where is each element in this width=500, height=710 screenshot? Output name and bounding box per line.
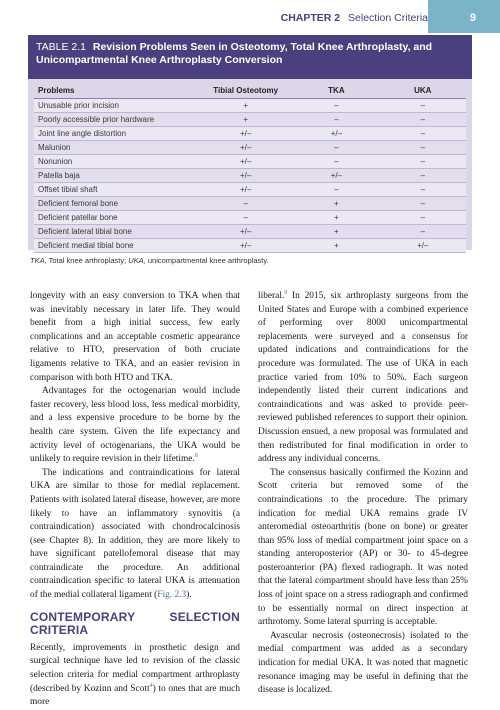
value-cell: –	[380, 225, 466, 239]
problem-cell: Deficient lateral tibial bone	[34, 225, 198, 239]
footnote-text: Total knee arthroplasty;	[46, 256, 129, 265]
table-row	[34, 113, 466, 127]
problem-cell: Malunion	[34, 141, 198, 155]
value-cell: –	[380, 141, 466, 155]
chapter-label: CHAPTER 2	[280, 12, 341, 24]
table-row	[34, 225, 466, 239]
value-cell: –	[198, 211, 293, 225]
reference-link[interactable]: 4	[149, 682, 153, 689]
paragraph: The consensus basically confirmed the Kozinn and Scott criteria but removed some of the contraindications to the procedure. The primary indication for medial UKA remains grade IV anteromedial osteoarthritis (bone on bone) or greater than 95% loss of medial compartment joint space on a standing anteroposterior (AP) or 30- to 45-degree posteroanterior (PA) flexed radiograph. It was noted that the lateral compartment should have less than 25% loss of joint space on a stress radiograph and confirmed to be essentially normal on direct inspection at arthrotomy. Some lateral spurring is acceptable.	[258, 467, 468, 628]
value-cell: –	[380, 183, 466, 197]
table-header-row	[34, 83, 466, 99]
value-cell: +	[198, 99, 293, 113]
footnote-abbr: TKA,	[30, 256, 47, 265]
running-head	[281, 12, 428, 24]
footnote-text: unicompartmental knee arthroplasty.	[145, 256, 269, 265]
value-cell: –	[380, 99, 466, 113]
table-row	[34, 141, 466, 155]
section-heading: CONTEMPORARY SELECTION CRITERIA	[30, 609, 240, 638]
value-cell: –	[293, 141, 379, 155]
footnote-abbr: UKA,	[128, 256, 146, 265]
page-header	[0, 0, 500, 30]
paragraph-text: The indications and contraindications for lateral UKA are similar to those for medial replacement. Patients with isolated lateral disease, however, are more likely to have an inflammatory synovitis (a contraindication) associated with chondrocalcinosis (see Chapter 8). In addition, they are more likely to have significant patellofemoral disease that may contraindicate the procedure. An additional contraindication specific to lateral UKA is attenuation of the medial collateral ligament (	[30, 467, 240, 601]
value-cell: –	[380, 169, 466, 183]
problem-cell: Patella baja	[34, 169, 198, 183]
value-cell: –	[380, 113, 466, 127]
value-cell: +/–	[198, 239, 293, 253]
reference-link[interactable]: 9	[284, 289, 288, 296]
table-row	[34, 127, 466, 141]
column-header: TKA	[293, 83, 379, 99]
paragraph	[258, 290, 468, 467]
left-text-column	[30, 290, 240, 710]
column-header: UKA	[380, 83, 466, 99]
value-cell: +	[293, 197, 379, 211]
page-tab	[428, 0, 500, 33]
value-cell: +/–	[198, 225, 293, 239]
value-cell: +/–	[198, 127, 293, 141]
table-row	[34, 211, 466, 225]
value-cell: –	[293, 155, 379, 169]
table-caption: Revision Problems Seen in Osteotomy, Total Knee Arthroplasty, and Unicompartmental Knee Arthroplasty Conversion	[36, 41, 433, 66]
value-cell: –	[293, 113, 379, 127]
problem-cell: Unusable prior incision	[34, 99, 198, 113]
value-cell: +/–	[380, 239, 466, 253]
table-row	[34, 155, 466, 169]
value-cell: +/–	[198, 141, 293, 155]
table-row	[34, 169, 466, 183]
value-cell: +	[198, 113, 293, 127]
table-body	[34, 99, 466, 253]
table-title	[36, 41, 466, 67]
value-cell: –	[380, 211, 466, 225]
value-cell: –	[293, 99, 379, 113]
problem-cell: Nonunion	[34, 155, 198, 169]
value-cell: –	[198, 197, 293, 211]
paragraph-text: Advantages for the octogenarian would include faster recovery, less blood loss, less medical morbidity, and a less expensive procedure to be borne by the health care system. Given the life expectancy and activity level of octogenarians, the UKA would be unlikely to require revision in their lifetime.	[30, 386, 240, 465]
value-cell: +/–	[198, 155, 293, 169]
column-header: Problems	[34, 83, 198, 99]
value-cell: +/–	[198, 169, 293, 183]
value-cell: +	[293, 211, 379, 225]
value-cell: +	[293, 225, 379, 239]
paragraph-text: liberal.	[258, 291, 285, 301]
page-number: 9	[469, 12, 476, 24]
table-row	[34, 183, 466, 197]
paragraph-text: Recently, improvements in prosthetic design and surgical technique have led to revision of the classic selection criteria for medial compartment arthroplasty (described by Kozinn and Scott	[30, 642, 240, 694]
paragraph: Avascular necrosis (osteonecrosis) isolated to the medial compartment was added as a secondary indication for medial UKA. It was noted that magnetic resonance imaging may be useful in defining that the disease is localized.	[258, 630, 468, 696]
value-cell: –	[380, 155, 466, 169]
paragraph	[30, 385, 240, 467]
problem-cell: Deficient patellar bone	[34, 211, 198, 225]
value-cell: +/–	[293, 127, 379, 141]
paragraph: longevity with an easy conversion to TKA when that was inevitably necessary in later life. They would benefit from a high initial success, few early complications and an acceptable cosmetic appearance relative to HTO, preservation of both cruciate ligaments relative to TKA, and an easier revision in comparison with both HTO and TKA.	[30, 291, 240, 383]
table-grid	[34, 83, 466, 253]
column-header: Tibial Osteotomy	[198, 83, 293, 99]
figure-link[interactable]: Fig. 2.3	[157, 590, 187, 601]
table-row	[34, 99, 466, 113]
table-footnote	[30, 256, 269, 265]
problem-cell: Deficient femoral bone	[34, 197, 198, 211]
paragraph-text: In 2015, six arthroplasty surgeons from the United States and Europe with a combined experience of performing over 8000 unicompartmental replacements were surveyed and a consensus for updated indications and contraindications for the procedure was formulated. The use of UKA in each practice varied from 10% to 50%. Each surgeon independently listed their current indications and contraindications and was asked to provide peer-reviewed published references to support their opinion. Discussion ensued, a new proposal was formulated and then redistributed for final modification in order to address any individual concerns.	[258, 291, 468, 465]
value-cell: +/–	[293, 169, 379, 183]
problem-cell: Offset tibial shaft	[34, 183, 198, 197]
problem-cell: Deficient medial tibial bone	[34, 239, 198, 253]
value-cell: +/–	[198, 183, 293, 197]
problem-cell: Joint line angle distortion	[34, 127, 198, 141]
table-label: TABLE 2.1	[36, 41, 86, 53]
value-cell: +	[293, 239, 379, 253]
value-cell: –	[380, 127, 466, 141]
table-row	[34, 197, 466, 211]
problem-cell: Poorly accessible prior hardware	[34, 113, 198, 127]
revision-problems-table	[28, 35, 472, 250]
paragraph-text: ) to ones that are much more	[30, 683, 241, 708]
section-label: Selection Criteria	[348, 12, 428, 24]
value-cell: –	[293, 183, 379, 197]
reference-link[interactable]: 8	[194, 453, 198, 459]
right-text-column	[258, 290, 468, 698]
table-row	[34, 239, 466, 253]
paragraph-text: ).	[186, 590, 192, 601]
paragraph	[30, 467, 240, 603]
value-cell: –	[380, 197, 466, 211]
